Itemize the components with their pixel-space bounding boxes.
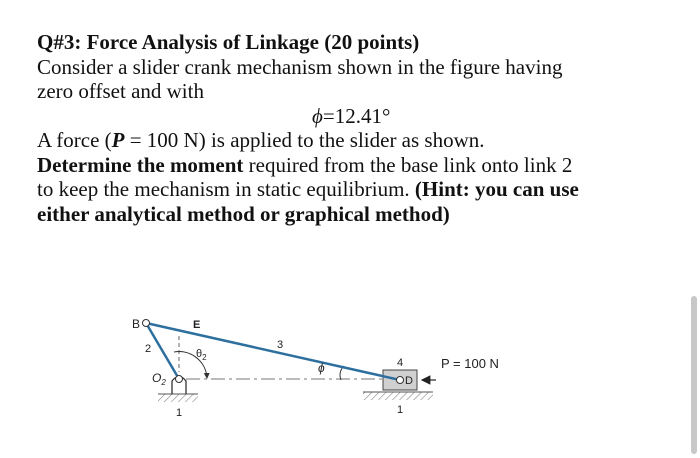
force-line-prefix: A force (: [37, 128, 112, 152]
determine-bold: Determine the moment: [37, 152, 244, 177]
label-link-3: 3: [277, 339, 284, 351]
hint-start: (Hint: you can use: [414, 177, 579, 201]
joint-d: [397, 377, 404, 384]
label-link-4: 4: [397, 357, 404, 369]
vertical-scrollbar[interactable]: [691, 296, 697, 454]
label-ground-left: 1: [176, 407, 183, 419]
force-symbol: P: [111, 128, 125, 152]
ground-hatch-left: [158, 394, 198, 402]
ground-hatch-right: [363, 392, 433, 400]
label-ground-right: 1: [397, 404, 404, 416]
question-line-2: zero offset and with: [37, 79, 204, 103]
force-line-suffix: = 100 N) is applied to the slider as shown.: [124, 128, 485, 152]
phi-value: =12.41°: [322, 103, 391, 128]
joint-b: [143, 320, 150, 327]
label-b: B: [132, 317, 141, 331]
equilibrium-text: to keep the mechanism in static equilibrium.: [37, 177, 415, 201]
question-line-1: Consider a slider crank mechanism shown in the figure having: [37, 54, 563, 79]
label-o2: [152, 371, 166, 387]
label-link-2: 2: [145, 343, 152, 355]
hint-end: either analytical method or graphical method): [37, 201, 450, 226]
theta2-symbol: θ: [196, 348, 203, 360]
force-label: P = 100 N: [441, 356, 499, 371]
o2-subscript: 2: [161, 378, 166, 387]
o2-symbol: O: [152, 371, 162, 385]
question-title: Q#3: Force Analysis of Linkage (20 points): [37, 30, 420, 54]
determine-rest: required from the base link onto link 2: [243, 152, 573, 177]
label-theta2: [196, 348, 207, 362]
joint-o2: [176, 376, 183, 383]
label-phi: ϕ: [318, 361, 325, 375]
phi-symbol: ϕ: [312, 103, 323, 128]
label-e: E: [193, 319, 201, 331]
theta2-subscript: 2: [202, 353, 207, 362]
label-d: D: [405, 375, 413, 387]
